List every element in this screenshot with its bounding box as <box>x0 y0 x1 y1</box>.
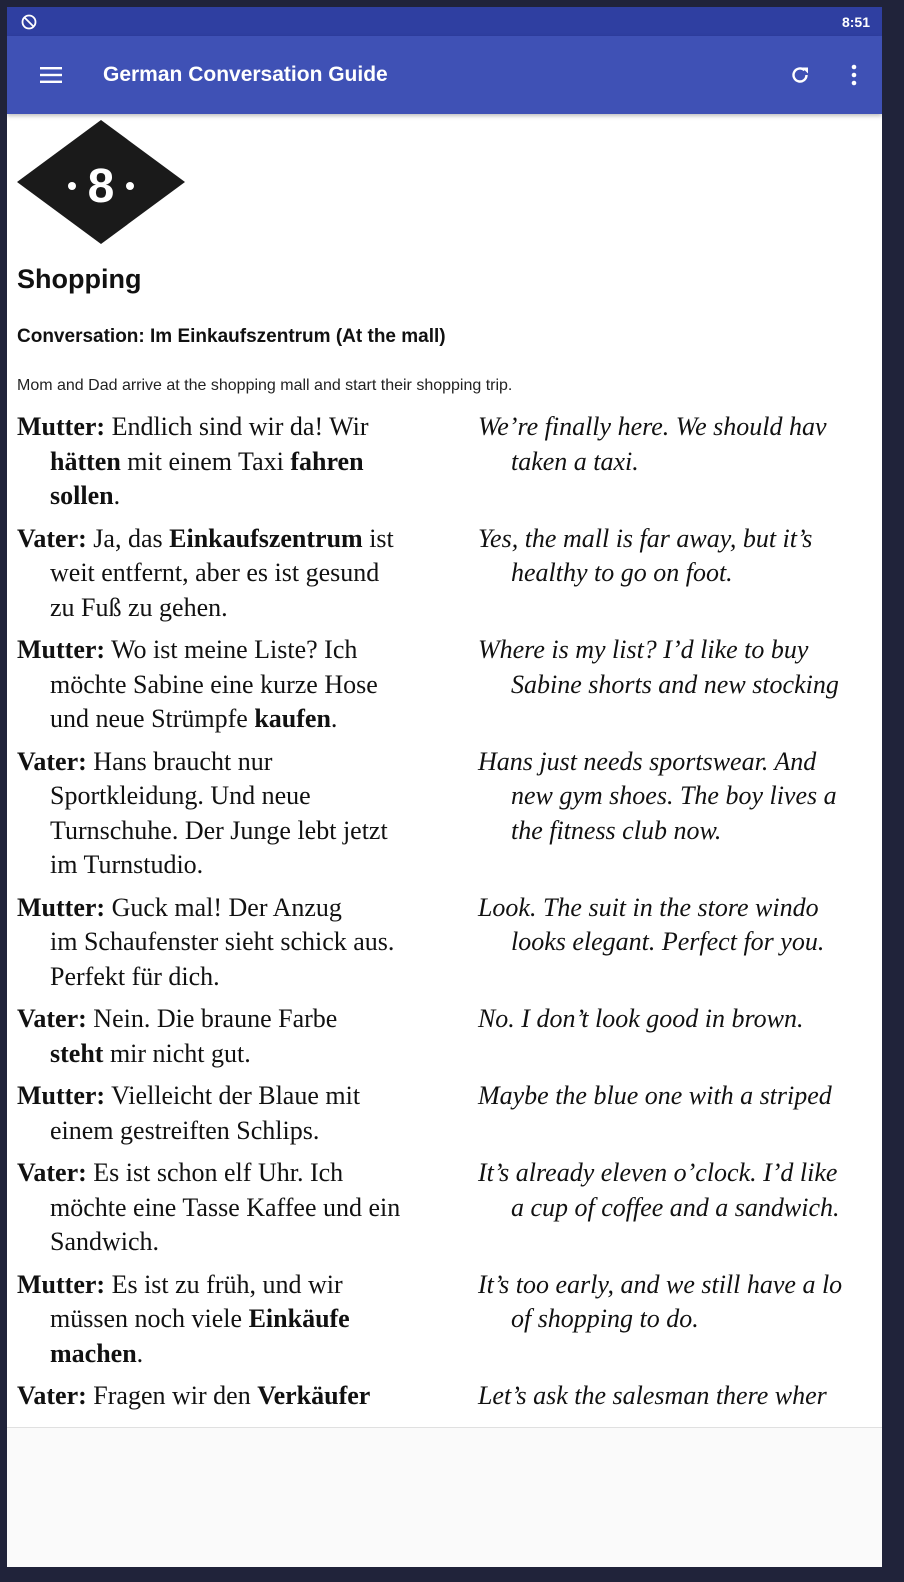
speaker-name: Vater: <box>17 523 87 553</box>
speaker-name: Mutter: <box>17 635 106 664</box>
english-translation <box>478 1156 882 1260</box>
do-not-disturb-icon <box>21 14 37 30</box>
vocab-term: hätten <box>50 446 121 476</box>
german-text <box>17 745 478 883</box>
speaker-name: Vater: <box>17 1158 87 1187</box>
device-screen <box>7 7 882 1567</box>
dialogue-row <box>17 1379 882 1414</box>
speaker-name: Mutter: <box>17 1269 106 1299</box>
german-line <box>17 1079 478 1114</box>
english-line: Yes, the mall is far away, but it’s <box>477 523 813 553</box>
english-line: Maybe the blue one with a striped <box>477 1081 832 1110</box>
chapter-content <box>7 114 882 1427</box>
german-text <box>17 522 478 626</box>
german-line <box>17 1037 478 1072</box>
vocab-term: fahren <box>290 446 364 476</box>
vocab-term: machen <box>50 1338 137 1368</box>
text-segment: Sportkleidung. Und neue <box>50 781 311 810</box>
text-segment: Vielleicht der Blaue mit <box>105 1081 361 1110</box>
german-line <box>17 1002 478 1037</box>
english-line: the fitness club now. <box>510 815 722 845</box>
dialogue-row <box>17 522 882 626</box>
text-segment: zu Fuß zu gehen. <box>50 592 228 622</box>
english-line: a cup of coffee and a sandwich. <box>510 1192 840 1222</box>
text-segment: . <box>113 481 121 510</box>
speaker-name: Mutter: <box>17 412 106 441</box>
text-segment: im Schaufenster sieht schick aus. <box>50 927 395 956</box>
text-segment: . <box>136 1338 144 1368</box>
english-translation <box>478 1379 882 1414</box>
german-line <box>17 814 478 849</box>
text-segment: einem gestreiften Schlips. <box>50 1115 320 1145</box>
german-line <box>17 522 478 557</box>
text-segment: Hans braucht nur <box>86 746 273 776</box>
dialogue-row <box>17 891 882 995</box>
german-line <box>17 848 478 883</box>
german-line <box>17 779 478 814</box>
chapter-number-badge <box>17 120 185 244</box>
status-bar <box>7 7 882 36</box>
english-line: Look. The suit in the store windo <box>477 892 819 922</box>
vocab-term: steht <box>50 1038 104 1068</box>
app-bar <box>7 36 882 114</box>
english-translation <box>478 745 882 883</box>
german-text <box>17 1002 478 1071</box>
english-line: new gym shoes. The boy lives a <box>510 781 837 810</box>
bottom-empty-area <box>7 1427 882 1567</box>
dialogue-row <box>17 745 882 883</box>
text-segment: Guck mal! Der Anzug <box>105 892 342 922</box>
vocab-term: kaufen <box>254 704 331 733</box>
dialogue-list <box>17 410 882 1422</box>
german-text <box>17 410 478 514</box>
conversation-title: Conversation: Im Einkaufszentrum (At the mall) <box>17 326 446 347</box>
german-text <box>17 1268 478 1372</box>
german-line <box>17 445 478 480</box>
german-line <box>17 960 478 995</box>
german-line <box>17 1114 478 1149</box>
german-line <box>17 745 478 780</box>
german-text <box>17 1156 478 1260</box>
english-line: of shopping to do. <box>510 1304 699 1333</box>
english-line: Sabine shorts and new stocking <box>510 669 839 699</box>
english-translation <box>478 1079 882 1148</box>
german-line <box>17 891 478 926</box>
german-line <box>17 702 478 737</box>
dialogue-row <box>17 633 882 737</box>
english-translation <box>478 522 882 626</box>
menu-icon[interactable] <box>37 61 65 89</box>
german-line <box>17 1191 478 1226</box>
speaker-name: Mutter: <box>17 892 106 922</box>
english-line: looks elegant. Perfect for you. <box>510 927 825 956</box>
german-line <box>17 1268 478 1303</box>
text-segment: Es ist zu früh, und wir <box>105 1269 343 1299</box>
vocab-term: Einkaufszentrum <box>169 523 363 553</box>
german-line <box>17 1379 478 1414</box>
text-segment: ist <box>362 523 394 553</box>
dialogue-row <box>17 1002 882 1071</box>
text-segment: und neue Strümpfe <box>50 704 255 733</box>
english-translation <box>478 1268 882 1372</box>
text-segment: Perfekt für dich. <box>50 961 220 991</box>
german-text <box>17 1379 478 1414</box>
vocab-term: Verkäufer <box>257 1381 371 1410</box>
text-segment: weit entfernt, aber es ist gesund <box>50 558 380 587</box>
english-line: Let’s ask the salesman there wher <box>477 1381 827 1410</box>
english-line: We’re finally here. We should hav <box>477 412 827 441</box>
german-line <box>17 668 478 703</box>
english-translation <box>478 410 882 514</box>
text-segment: möchte eine Tasse Kaffee und ein <box>50 1192 401 1222</box>
english-line: Hans just needs sportswear. And <box>477 746 817 776</box>
section-title: Shopping <box>17 264 142 294</box>
german-line <box>17 479 478 514</box>
german-line <box>17 633 478 668</box>
vocab-term: Einkäufe <box>248 1304 350 1333</box>
speaker-name: Vater: <box>17 746 87 776</box>
speaker-name: Vater: <box>17 1004 87 1033</box>
text-segment: müssen noch viele <box>50 1304 249 1333</box>
text-segment: Nein. Die braune Farbe <box>86 1004 338 1033</box>
chapter-number: 8 <box>87 160 115 213</box>
german-line <box>17 1337 478 1372</box>
german-text <box>17 633 478 737</box>
german-line <box>17 925 478 960</box>
text-segment: . <box>330 704 338 733</box>
app-bar-actions <box>786 61 868 89</box>
dialogue-row <box>17 1156 882 1260</box>
english-line: healthy to go on foot. <box>510 558 733 587</box>
german-line <box>17 556 478 591</box>
text-segment: Fragen wir den <box>86 1381 258 1410</box>
german-line <box>17 1156 478 1191</box>
status-time: 8:51 <box>841 13 870 30</box>
english-translation <box>478 891 882 995</box>
english-line: It’s too early, and we still have a lo <box>477 1269 843 1299</box>
german-line <box>17 1225 478 1260</box>
text-segment: Turnschuhe. Der Junge lebt jetzt <box>50 815 388 845</box>
english-line: Where is my list? I’d like to buy <box>477 635 809 664</box>
text-segment: im Turnstudio. <box>50 850 204 879</box>
dialogue-row <box>17 1268 882 1372</box>
text-segment: Endlich sind wir da! Wir <box>105 412 369 441</box>
text-segment: Es ist schon elf Uhr. Ich <box>86 1158 344 1187</box>
speaker-name: Vater: <box>17 1381 87 1410</box>
text-segment: Wo ist meine Liste? Ich <box>105 635 358 664</box>
german-text <box>17 891 478 995</box>
intro-text: Mom and Dad arrive at the shopping mall and start their shopping trip. <box>17 377 513 394</box>
german-line <box>17 410 478 445</box>
text-segment: möchte Sabine eine kurze Hose <box>50 669 378 699</box>
vocab-term: sollen <box>50 481 114 510</box>
dialogue-row <box>17 1079 882 1148</box>
english-translation <box>478 1002 882 1071</box>
german-line <box>17 591 478 626</box>
german-text <box>17 1079 478 1148</box>
english-line: No. I don’t look good in brown. <box>477 1004 804 1033</box>
german-line <box>17 1302 478 1337</box>
english-translation <box>478 633 882 737</box>
speaker-name: Mutter: <box>17 1081 106 1110</box>
text-segment: mit einem Taxi <box>120 446 291 476</box>
app-title: German Conversation Guide <box>103 63 388 86</box>
text-segment: Sandwich. <box>50 1227 160 1256</box>
text-segment: Ja, das <box>86 523 170 553</box>
text-segment: mir nicht gut. <box>103 1038 251 1068</box>
english-line: taken a taxi. <box>510 446 639 476</box>
english-line: It’s already eleven o’clock. I’d like <box>477 1158 838 1187</box>
dialogue-row <box>17 410 882 514</box>
more-vertical-icon[interactable] <box>840 61 868 89</box>
refresh-icon[interactable] <box>786 61 814 89</box>
